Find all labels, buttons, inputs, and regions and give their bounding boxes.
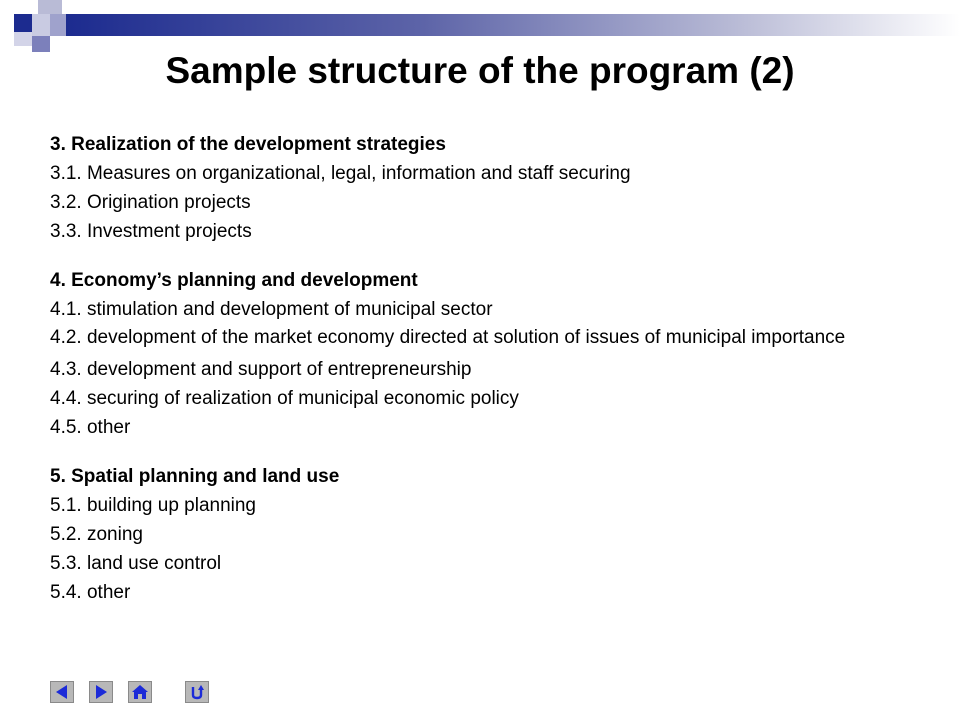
section-heading: 5. Spatial planning and land use	[50, 466, 340, 487]
slide-content	[50, 130, 910, 627]
slide-title: Sample structure of the program (2)	[165, 50, 795, 91]
header-square-light	[38, 0, 62, 14]
previous-slide-button[interactable]	[50, 681, 74, 703]
section-heading: 3. Realization of the development strategies	[50, 134, 446, 155]
list-item: 5.4. other	[50, 582, 131, 603]
list-item: 3.2. Origination projects	[50, 192, 251, 213]
home-button[interactable]	[128, 681, 152, 703]
header-square-light	[32, 14, 50, 36]
header-square-mid	[50, 14, 66, 36]
list-item: 4.1. stimulation and development of municipal sector	[50, 299, 493, 320]
list-item: 3.3. Investment projects	[50, 221, 252, 242]
section-5	[50, 462, 910, 607]
list-item: 4.5. other	[50, 417, 131, 438]
list-item: 4.3. development and support of entrepreneurship	[50, 359, 472, 380]
list-item: 5.3. land use control	[50, 553, 222, 574]
header-gradient-bar	[66, 14, 960, 36]
return-icon	[189, 684, 205, 700]
list-item: 4.2. development of the market economy directed at solution of issues of municipal importance	[50, 327, 846, 348]
list-item: 4.4. securing of realization of municipal economic policy	[50, 388, 519, 409]
arrow-left-icon	[54, 684, 70, 700]
home-icon	[131, 684, 149, 700]
next-slide-button[interactable]	[89, 681, 113, 703]
header-square-dark	[14, 14, 32, 32]
section-heading: 4. Economy’s planning and development	[50, 270, 418, 291]
list-item: 3.1. Measures on organizational, legal, information and staff securing	[50, 163, 631, 184]
list-item: 5.1. building up planning	[50, 495, 257, 516]
section-4	[50, 266, 910, 442]
section-3	[50, 130, 910, 246]
list-item: 5.2. zoning	[50, 524, 143, 545]
header-square-light	[14, 32, 32, 46]
return-button[interactable]	[185, 681, 209, 703]
arrow-right-icon	[93, 684, 109, 700]
